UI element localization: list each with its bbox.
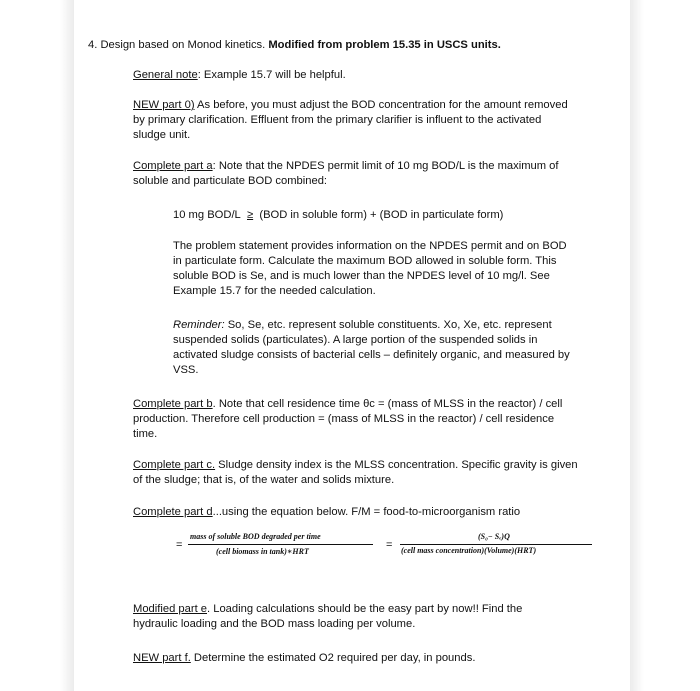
part-b-line-3: time.	[133, 428, 158, 440]
heading-bold: Modified from problem 15.35 in USCS units.	[268, 39, 501, 51]
reminder-line-4: VSS.	[173, 364, 199, 376]
part-c-line-1	[133, 458, 578, 473]
bod-inequality	[173, 208, 503, 223]
page-shadow-left	[60, 0, 74, 691]
reminder-text-1: So, Se, etc. represent soluble constituents. Xo, Xe, etc. represent	[224, 319, 552, 331]
part0-line-2: by primary clarification. Effluent from the primary clarifier is influent to the activated	[133, 114, 542, 126]
reminder-line-1	[173, 318, 552, 333]
part-a-para-3: soluble BOD is Se, and is much lower than the NPDES level of 10 mg/l. See	[173, 270, 550, 282]
part-c-line-2: of the sludge; that is, of the water and solids mixture.	[133, 474, 395, 486]
heading-number: 4. Design based on Monod kinetics.	[88, 39, 269, 51]
part-c-label: Complete part c.	[133, 459, 216, 471]
reminder-line-3: activated sludge consists of bacterial cells – definitely organic, and measured by	[173, 349, 570, 361]
problem-heading	[88, 38, 501, 53]
inequality-right: (BOD in soluble form) + (BOD in particulate form)	[259, 209, 504, 221]
general-note	[133, 68, 346, 83]
reminder-label: Reminder:	[173, 319, 225, 331]
equation-equals-2: =	[386, 539, 393, 551]
part-a-para-2: in particulate form. Calculate the maximum BOD allowed in soluble form. This	[173, 255, 557, 267]
part-a-text-1: : Note that the NPDES permit limit of 10 mg BOD/L is the maximum of	[212, 160, 559, 172]
inequality-left: 10 mg BOD/L	[173, 209, 241, 221]
fraction-1-numerator: mass of soluble BOD degraded per time	[190, 532, 321, 541]
part-e-line-1	[133, 602, 522, 617]
part-e-text-1: . Loading calculations should be the easy part by now!! Find the	[207, 603, 523, 615]
reminder-line-2: suspended solids (particulates). A large portion of the suspended solids in	[173, 334, 538, 346]
equation-equals-1: =	[176, 539, 183, 551]
part-b-line-2: production. Therefore cell production = (mass of MLSS in the reactor) / cell residence	[133, 413, 555, 425]
part-f-label: NEW part f.	[133, 652, 191, 664]
part-d-label: Complete part d	[133, 506, 213, 518]
fraction-1-denominator: (cell biomass in tank)∗HRT	[216, 547, 309, 556]
part-b-text-1: . Note that cell residence time θc = (mass of MLSS in the reactor) / cell	[212, 398, 563, 410]
inequality-symbol: ≥	[247, 209, 254, 221]
part-e-label: Modified part e	[133, 603, 208, 615]
part-f-line	[133, 651, 475, 666]
fraction-2-denominator: (cell mass concentration)(Volume)(HRT)	[401, 546, 537, 555]
part-b-line-1	[133, 397, 562, 412]
general-note-label: General note	[133, 69, 198, 81]
part-d-text: ...using the equation below. F/M = food-to-microorganism ratio	[212, 506, 521, 518]
part0-line-3: sludge unit.	[133, 129, 191, 141]
fraction-2-bar	[400, 544, 592, 545]
part0-text-1: As before, you must adjust the BOD concentration for the amount removed	[194, 99, 568, 111]
part-e-line-2: hydraulic loading and the BOD mass loading per volume.	[133, 618, 416, 630]
part-a-line-2: soluble and particulate BOD combined:	[133, 175, 328, 187]
part-b-label: Complete part b	[133, 398, 213, 410]
part-c-text-1: Sludge density index is the MLSS concentration. Specific gravity is given	[215, 459, 578, 471]
part-f-text: Determine the estimated O2 required per day, in pounds.	[190, 652, 476, 664]
fraction-1-bar	[188, 544, 373, 545]
page-shadow-right	[630, 0, 644, 691]
part0-label: NEW part 0)	[133, 99, 195, 111]
general-note-text: : Example 15.7 will be helpful.	[197, 69, 346, 81]
part-a-para-1: The problem statement provides information on the NPDES permit and on BOD	[173, 240, 567, 252]
part0-line-1	[133, 98, 568, 113]
fraction-2-numerator: (S₀− Sₑ)Q	[478, 532, 510, 541]
part-d-line	[133, 505, 520, 520]
part-a-para-4: Example 15.7 for the needed calculation.	[173, 285, 376, 297]
part-a-label: Complete part a	[133, 160, 213, 172]
part-a-line-1	[133, 159, 559, 174]
